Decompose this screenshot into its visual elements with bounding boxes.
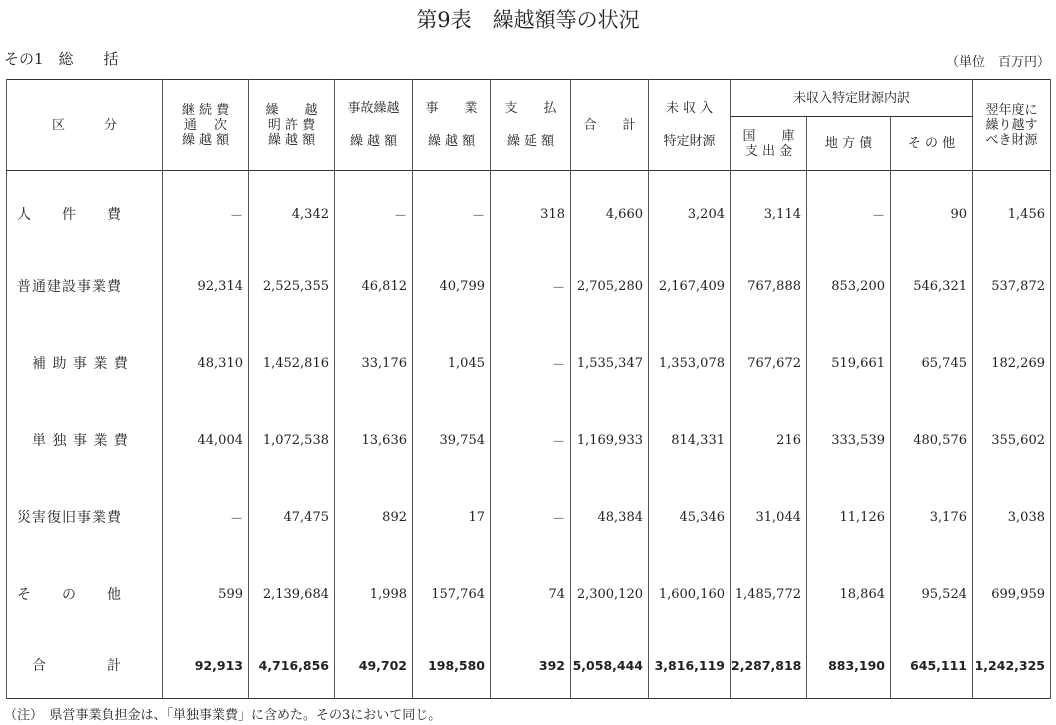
table-cell: 95,524 <box>891 556 973 633</box>
header-business-carryover: 事 業 繰 越 額 <box>413 80 491 171</box>
table-cell: 3,816,119 <box>649 633 731 699</box>
table-cell: 892 <box>335 479 413 556</box>
table-cell: 31,044 <box>731 479 807 556</box>
unit-label: （単位 百万円） <box>945 55 1050 70</box>
table-cell: 3,176 <box>891 479 973 556</box>
table-cell: 519,661 <box>807 325 891 402</box>
row-label: そ の 他 <box>7 556 163 633</box>
table-cell: 1,485,772 <box>731 556 807 633</box>
table-cell: 4,342 <box>249 171 335 248</box>
table-row <box>7 248 1051 325</box>
table-cell: 216 <box>731 402 807 479</box>
table-row <box>7 479 1051 556</box>
row-label: 普通建設事業費 <box>7 248 163 325</box>
table-cell: 40,799 <box>413 248 491 325</box>
table-cell: 1,242,325 <box>973 633 1051 699</box>
header-accident-carryover: 事故繰越 繰 越 額 <box>335 80 413 171</box>
table-cell: 90 <box>891 171 973 248</box>
header-continuing-expense: 継 続 費 通 次 繰 越 額 <box>163 80 249 171</box>
table-cell: 883,190 <box>807 633 891 699</box>
table-cell: 49,702 <box>335 633 413 699</box>
table-cell: 74 <box>491 556 571 633</box>
table-cell: 5,058,444 <box>571 633 649 699</box>
table-cell: 47,475 <box>249 479 335 556</box>
row-label: 災害復旧事業費 <box>7 479 163 556</box>
table-cell: 3,204 <box>649 171 731 248</box>
table-cell: 2,167,409 <box>649 248 731 325</box>
table-cell: 2,525,355 <box>249 248 335 325</box>
page-title: 第9表 繰越額等の状況 <box>416 8 640 32</box>
header-carryover-allowed: 繰 越 明 許 費 繰 越 額 <box>249 80 335 171</box>
table-cell: 392 <box>491 633 571 699</box>
table-cell: 1,045 <box>413 325 491 402</box>
table-cell: 13,636 <box>335 402 413 479</box>
table-cell: 767,672 <box>731 325 807 402</box>
table-cell: － <box>491 479 571 556</box>
table-cell: 480,576 <box>891 402 973 479</box>
table-cell: 2,287,818 <box>731 633 807 699</box>
table-cell: 1,072,538 <box>249 402 335 479</box>
table-cell: 48,310 <box>163 325 249 402</box>
table-cell: 1,535,347 <box>571 325 649 402</box>
table-cell: － <box>163 479 249 556</box>
table-cell: 1,600,160 <box>649 556 731 633</box>
table-cell: － <box>491 325 571 402</box>
table-cell: 44,004 <box>163 402 249 479</box>
header-national-treasury: 国 庫 支 出 金 <box>731 117 807 171</box>
table-cell: 4,716,856 <box>249 633 335 699</box>
row-label: 単 独 事 業 費 <box>7 402 163 479</box>
table-cell: 318 <box>491 171 571 248</box>
table-cell: 599 <box>163 556 249 633</box>
header-next-year-revenue: 翌年度に 繰り越す べき財源 <box>973 80 1051 171</box>
table-cell: 1,353,078 <box>649 325 731 402</box>
table-cell: 92,913 <box>163 633 249 699</box>
table-cell: － <box>163 171 249 248</box>
header-unreceived-revenue: 未 収 入 特定財源 <box>649 80 731 171</box>
row-label: 人 件 費 <box>7 171 163 248</box>
table-cell: 2,139,684 <box>249 556 335 633</box>
header-kubun: 区 分 <box>7 80 163 171</box>
table-cell: 17 <box>413 479 491 556</box>
table-row <box>7 633 1051 699</box>
header-payment-deferral: 支 払 繰 延 額 <box>491 80 571 171</box>
table-cell: 1,456 <box>973 171 1051 248</box>
table-row <box>7 402 1051 479</box>
table-cell: 48,384 <box>571 479 649 556</box>
row-label: 補 助 事 業 費 <box>7 325 163 402</box>
table-cell: 11,126 <box>807 479 891 556</box>
table-cell: 1,998 <box>335 556 413 633</box>
table-cell: 333,539 <box>807 402 891 479</box>
table-cell: 1,169,933 <box>571 402 649 479</box>
table-cell: 537,872 <box>973 248 1051 325</box>
table-cell: 182,269 <box>973 325 1051 402</box>
table-cell: － <box>807 171 891 248</box>
carryover-table <box>6 79 1051 699</box>
table-cell: 39,754 <box>413 402 491 479</box>
table-cell: 46,812 <box>335 248 413 325</box>
header-other-sources: そ の 他 <box>891 117 973 171</box>
table-cell: － <box>413 171 491 248</box>
section-subtitle: その1 総 括 <box>4 50 119 68</box>
table-cell: 645,111 <box>891 633 973 699</box>
table-cell: 33,176 <box>335 325 413 402</box>
table-cell: 546,321 <box>891 248 973 325</box>
table-cell: 198,580 <box>413 633 491 699</box>
table-cell: 3,114 <box>731 171 807 248</box>
table-cell: 65,745 <box>891 325 973 402</box>
table-cell: 699,959 <box>973 556 1051 633</box>
table-cell: － <box>491 248 571 325</box>
table-cell: 18,864 <box>807 556 891 633</box>
table-cell: 1,452,816 <box>249 325 335 402</box>
table-cell: 2,300,120 <box>571 556 649 633</box>
table-cell: － <box>491 402 571 479</box>
footnote: （注） 県営事業負担金は、「単独事業費」に含めた。その3において同じ。 <box>4 708 442 723</box>
table-cell: 767,888 <box>731 248 807 325</box>
table-cell: 355,602 <box>973 402 1051 479</box>
table-cell: － <box>335 171 413 248</box>
table-row <box>7 325 1051 402</box>
table-cell: 853,200 <box>807 248 891 325</box>
header-total: 合 計 <box>571 80 649 171</box>
table-cell: 4,660 <box>571 171 649 248</box>
table-cell: 45,346 <box>649 479 731 556</box>
table-row <box>7 171 1051 248</box>
table-cell: 814,331 <box>649 402 731 479</box>
row-label: 合 計 <box>7 633 163 699</box>
table-cell: 92,314 <box>163 248 249 325</box>
table-row <box>7 556 1051 633</box>
header-local-bonds: 地 方 債 <box>807 117 891 171</box>
table-cell: 2,705,280 <box>571 248 649 325</box>
table-cell: 157,764 <box>413 556 491 633</box>
table-cell: 3,038 <box>973 479 1051 556</box>
header-breakdown-group: 未収入特定財源内訳 <box>731 80 973 117</box>
